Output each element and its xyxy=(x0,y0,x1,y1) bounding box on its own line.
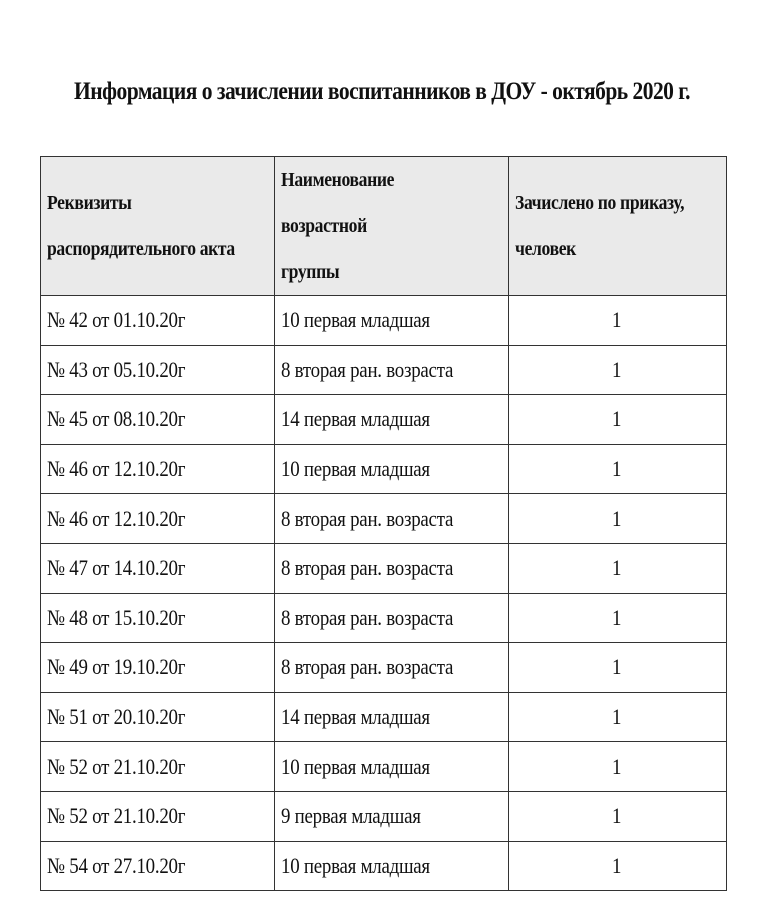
act-cell-text: № 42 от 01.10.20г xyxy=(47,307,186,333)
header-act-text: Реквизиты распорядительного акта xyxy=(47,192,235,260)
act-cell-text: № 45 от 08.10.20г xyxy=(47,406,186,432)
count-cell-text: 1 xyxy=(612,604,622,630)
group-cell-text: 10 первая младшая xyxy=(281,852,430,878)
count-cell-text: 1 xyxy=(612,456,622,482)
group-cell-text: 10 первая младшая xyxy=(281,456,430,482)
header-row xyxy=(41,157,727,296)
group-cell xyxy=(275,395,509,445)
header-cell-act xyxy=(41,157,275,296)
count-cell xyxy=(509,296,727,346)
table-header xyxy=(41,157,727,296)
group-cell-text: 14 первая младшая xyxy=(281,406,430,432)
group-cell-text: 8 вторая ран. возраста xyxy=(281,555,454,581)
act-cell-text: № 47 от 14.10.20г xyxy=(47,555,186,581)
table-row xyxy=(41,444,727,494)
count-cell-text: 1 xyxy=(612,307,622,333)
table-row xyxy=(41,593,727,643)
act-cell xyxy=(41,841,275,891)
act-cell-text: № 51 от 20.10.20г xyxy=(47,704,186,730)
group-cell-text: 8 вторая ран. возраста xyxy=(281,356,454,382)
count-cell-text: 1 xyxy=(612,654,622,680)
count-cell xyxy=(509,543,727,593)
table-row xyxy=(41,296,727,346)
count-cell xyxy=(509,444,727,494)
group-cell xyxy=(275,444,509,494)
count-cell xyxy=(509,395,727,445)
act-cell-text: № 43 от 05.10.20г xyxy=(47,356,186,382)
count-cell-text: 1 xyxy=(612,704,622,730)
count-cell xyxy=(509,791,727,841)
group-cell xyxy=(275,692,509,742)
act-cell-text: № 49 от 19.10.20г xyxy=(47,654,186,680)
table-body xyxy=(41,296,727,891)
act-cell xyxy=(41,692,275,742)
count-cell-text: 1 xyxy=(612,505,622,531)
act-cell xyxy=(41,543,275,593)
count-cell xyxy=(509,345,727,395)
group-cell-text: 8 вторая ран. возраста xyxy=(281,505,454,531)
table-row xyxy=(41,494,727,544)
count-cell-text: 1 xyxy=(612,406,622,432)
count-cell-text: 1 xyxy=(612,753,622,779)
group-cell xyxy=(275,593,509,643)
group-cell xyxy=(275,791,509,841)
group-cell-text: 14 первая младшая xyxy=(281,704,430,730)
group-cell xyxy=(275,345,509,395)
enrollment-table xyxy=(40,156,727,891)
group-cell-text: 8 вторая ран. возраста xyxy=(281,604,454,630)
group-cell xyxy=(275,841,509,891)
act-cell-text: № 46 от 12.10.20г xyxy=(47,505,186,531)
count-cell xyxy=(509,643,727,693)
act-cell-text: № 52 от 21.10.20г xyxy=(47,803,186,829)
group-cell-text: 9 первая младшая xyxy=(281,803,421,829)
count-cell xyxy=(509,841,727,891)
group-cell-text: 8 вторая ран. возраста xyxy=(281,654,454,680)
act-cell xyxy=(41,494,275,544)
table-row xyxy=(41,742,727,792)
table-row xyxy=(41,543,727,593)
act-cell-text: № 52 от 21.10.20г xyxy=(47,753,186,779)
act-cell xyxy=(41,296,275,346)
header-group-text: Наименование возрастной группы xyxy=(281,169,395,283)
count-cell-text: 1 xyxy=(612,852,622,878)
count-cell xyxy=(509,593,727,643)
group-cell-text: 10 первая младшая xyxy=(281,307,430,333)
header-cell-count xyxy=(509,157,727,296)
count-cell-text: 1 xyxy=(612,356,622,382)
count-cell-text: 1 xyxy=(612,555,622,581)
group-cell xyxy=(275,543,509,593)
count-cell xyxy=(509,692,727,742)
table-row xyxy=(41,395,727,445)
count-cell xyxy=(509,494,727,544)
group-cell xyxy=(275,643,509,693)
act-cell-text: № 48 от 15.10.20г xyxy=(47,604,186,630)
group-cell xyxy=(275,494,509,544)
header-count-text: Зачислено по приказу, человек xyxy=(515,192,685,260)
act-cell xyxy=(41,593,275,643)
act-cell-text: № 54 от 27.10.20г xyxy=(47,852,186,878)
group-cell-text: 10 первая младшая xyxy=(281,753,430,779)
table-row xyxy=(41,791,727,841)
header-cell-group xyxy=(275,157,509,296)
act-cell xyxy=(41,395,275,445)
table-row xyxy=(41,841,727,891)
act-cell xyxy=(41,345,275,395)
table-row xyxy=(41,643,727,693)
table-row xyxy=(41,345,727,395)
group-cell xyxy=(275,742,509,792)
document-title: Информация о зачислении воспитанников в ДОУ - октябрь 2020 г. xyxy=(74,78,690,105)
count-cell xyxy=(509,742,727,792)
group-cell xyxy=(275,296,509,346)
act-cell xyxy=(41,444,275,494)
table-row xyxy=(41,692,727,742)
act-cell-text: № 46 от 12.10.20г xyxy=(47,456,186,482)
count-cell-text: 1 xyxy=(612,803,622,829)
act-cell xyxy=(41,742,275,792)
act-cell xyxy=(41,643,275,693)
act-cell xyxy=(41,791,275,841)
